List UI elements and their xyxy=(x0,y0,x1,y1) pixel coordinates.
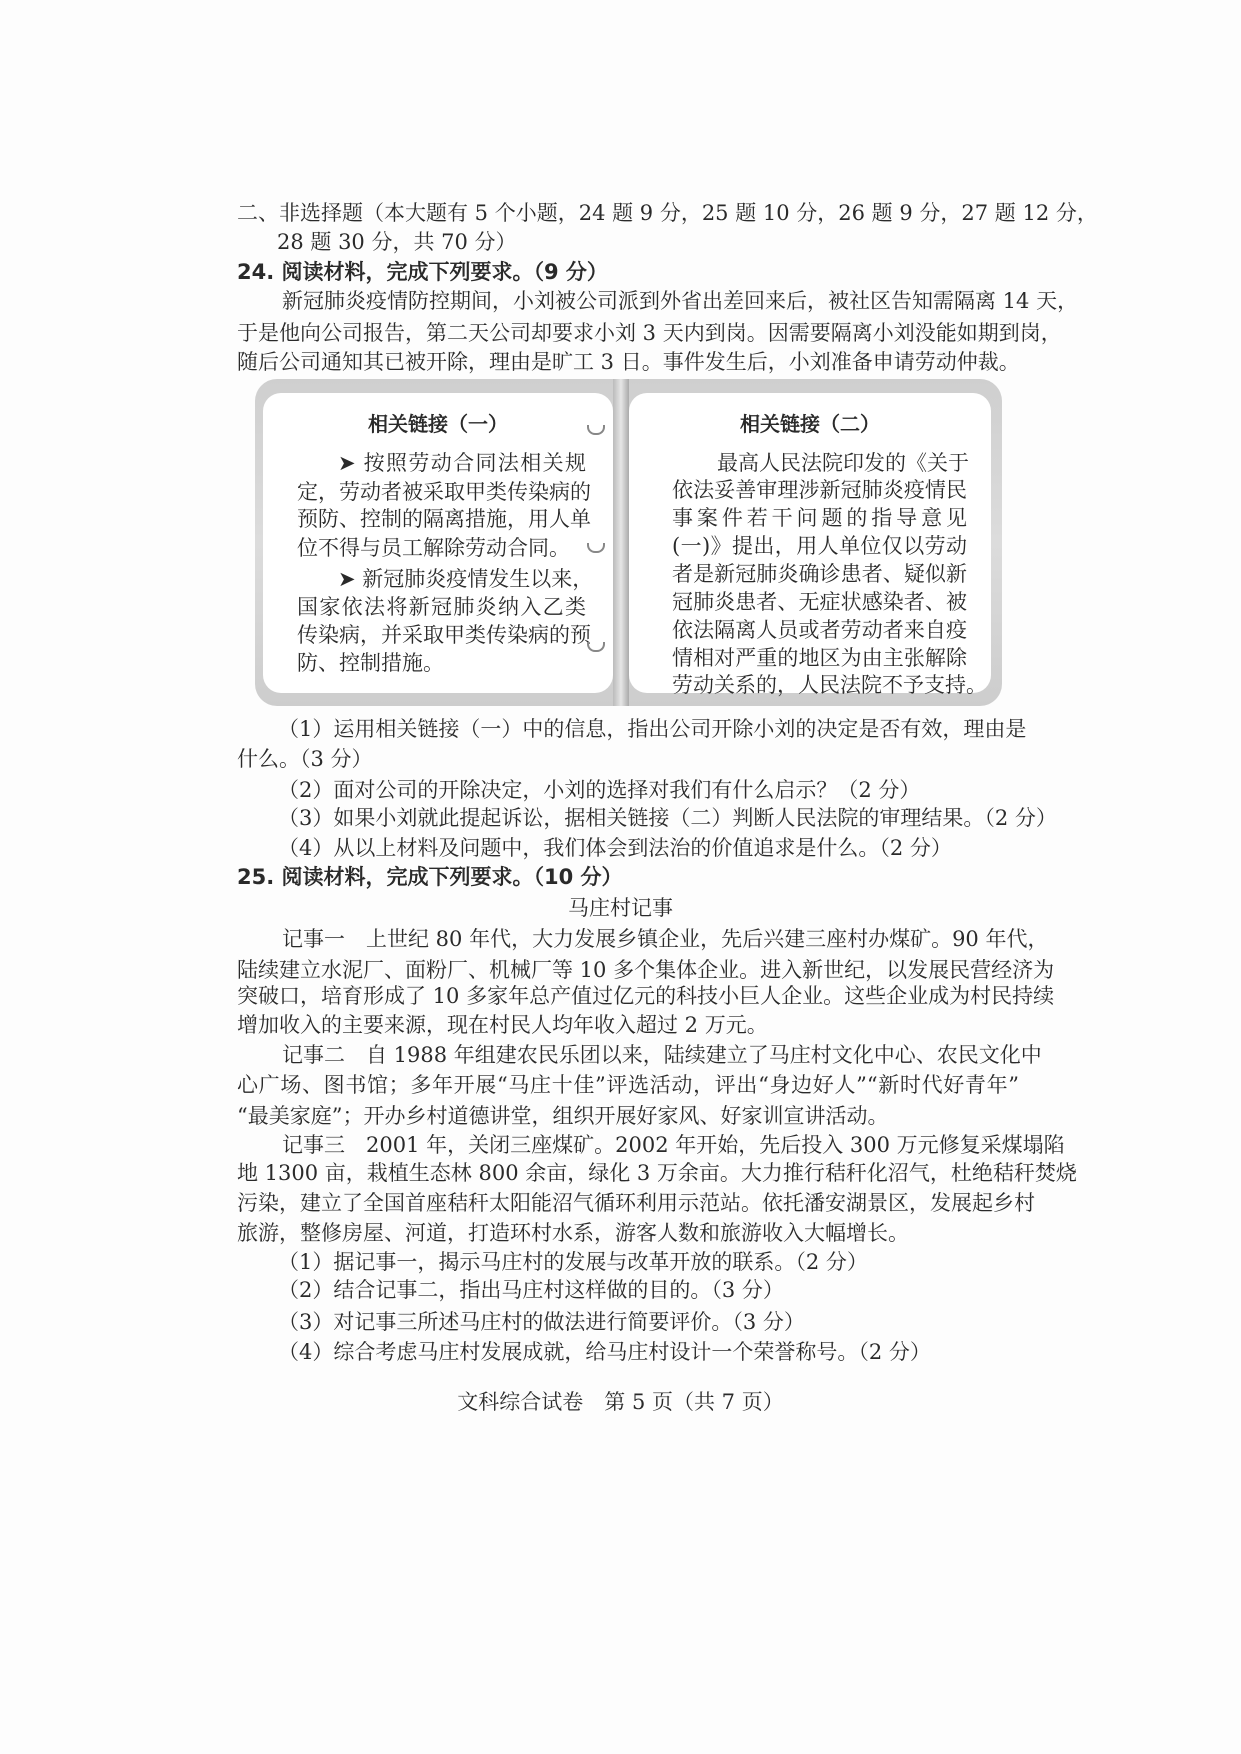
link-line: 依法妥善审理涉新冠肺炎疫情民 xyxy=(672,478,967,502)
related-link-2-title: 相关链接（二） xyxy=(740,412,880,436)
sub-question: （2）结合记事二，指出马庄村这样做的目的。（3 分） xyxy=(278,1278,784,1302)
link-line: 预防、控制的隔离措施，用人单 xyxy=(297,507,591,531)
related-link-1-title: 相关链接（一） xyxy=(368,412,508,436)
record-line: 心广场、图书馆；多年开展“马庄十佳”评选活动，评出“身边好人”“新时代好青年” xyxy=(237,1073,1019,1097)
link-line: 冠肺炎患者、无症状感染者、被 xyxy=(672,590,967,614)
sub-question: （4）综合考虑马庄村发展成就，给马庄村设计一个荣誉称号。（2 分） xyxy=(278,1340,931,1364)
sub-question: （3）如果小刘就此提起诉讼，据相关链接（二）判断人民法院的审理结果。（2 分） xyxy=(278,806,1057,830)
section-header-line: 28 题 30 分，共 70 分） xyxy=(277,230,517,254)
link-line: 最高人民法院印发的《关于 xyxy=(717,451,969,475)
link-line: 位不得与员工解除劳动合同。 xyxy=(297,536,570,560)
link-line: 防、控制措施。 xyxy=(297,651,444,675)
material-line: 于是他向公司报告，第二天公司却要求小刘 3 天内到岗。因需要隔离小刘没能如期到岗， xyxy=(237,321,1062,345)
binder-spine xyxy=(613,379,629,706)
record-line: 污染，建立了全国首座秸秆太阳能沼气循环利用示范站。依托潘安湖景区，发展起乡村 xyxy=(237,1191,1035,1215)
link-line: 者是新冠肺炎确诊患者、疑似新 xyxy=(672,562,967,586)
link-line: ➤ 按照劳动合同法相关规 xyxy=(338,451,586,475)
record-line: “最美家庭”；开办乡村道德讲堂，组织开展好家风、好家训宣讲活动。 xyxy=(237,1104,889,1128)
question-title: 24. 阅读材料，完成下列要求。（9 分） xyxy=(237,260,608,284)
link-line: (一)》提出，用人单位仅以劳动 xyxy=(672,534,967,558)
related-link-2-panel xyxy=(629,393,991,697)
link-line: 事案件若干问题的指导意见 xyxy=(672,506,967,530)
sub-question: （3）对记事三所述马庄村的做法进行简要评价。（3 分） xyxy=(278,1310,805,1334)
link-line: 劳动关系的，人民法院不予支持。 xyxy=(672,673,987,697)
link-line: 情相对严重的地区为由主张解除 xyxy=(672,646,967,670)
link-line: 传染病，并采取甲类传染病的预 xyxy=(297,623,591,647)
sub-question: （1）运用相关链接（一）中的信息，指出公司开除小刘的决定是否有效，理由是 xyxy=(278,717,1027,741)
link-line: 定，劳动者被采取甲类传染病的 xyxy=(297,480,591,504)
record-line: 记事二 自 1988 年组建农民乐团以来，陆续建立了马庄村文化中心、农民文化中 xyxy=(282,1043,1042,1067)
sub-question: （4）从以上材料及问题中，我们体会到法治的价值追求是什么。（2 分） xyxy=(278,836,952,860)
material-line: 随后公司通知其已被开除，理由是旷工 3 日。事件发生后，小刘准备申请劳动仲裁。 xyxy=(237,350,1020,374)
record-line: 陆续建立水泥厂、面粉厂、机械厂等 10 多个集体企业。进入新世纪，以发展民营经济为 xyxy=(237,958,1055,982)
record-line: 旅游，整修房屋、河道，打造环村水系，游客人数和旅游收入大幅增长。 xyxy=(237,1221,909,1245)
record-line: 记事三 2001 年，关闭三座煤矿。2002 年开始，先后投入 300 万元修复采煤塌陷 xyxy=(282,1133,1065,1157)
link-line: 依法隔离人员或者劳动者来自疫 xyxy=(672,618,967,642)
link-line: ➤ 新冠肺炎疫情发生以来， xyxy=(338,567,594,591)
related-links-box xyxy=(255,379,1002,706)
record-line: 突破口，培育形成了 10 多家年总产值过亿元的科技小巨人企业。这些企业成为村民持续 xyxy=(237,984,1055,1008)
related-link-1-panel xyxy=(263,393,613,693)
sub-question: （2）面对公司的开除决定，小刘的选择对我们有什么启示？（2 分） xyxy=(278,778,921,802)
record-line: 记事一 上世纪 80 年代，大力发展乡镇企业，先后兴建三座村办煤矿。90 年代， xyxy=(282,927,1049,951)
sub-question: （1）据记事一，揭示马庄村的发展与改革开放的联系。（2 分） xyxy=(278,1250,868,1274)
material-line: 新冠肺炎疫情防控期间，小刘被公司派到外省出差回来后，被社区告知需隔离 14 天， xyxy=(282,289,1079,313)
question-title: 25. 阅读材料，完成下列要求。（10 分） xyxy=(237,865,623,889)
record-line: 地 1300 亩，栽植生态林 800 余亩，绿化 3 万余亩。大力推行秸秆化沼气，杜绝秸秆焚烧 xyxy=(237,1161,1077,1185)
section-header-line: 二、非选择题（本大题有 5 个小题，24 题 9 分，25 题 10 分，26 题 9 分，27 题 12 分， xyxy=(237,201,1098,225)
record-line: 增加收入的主要来源，现在村民人均年收入超过 2 万元。 xyxy=(237,1013,768,1037)
material-title: 马庄村记事 xyxy=(568,896,673,920)
link-line: 国家依法将新冠肺炎纳入乙类 xyxy=(297,595,586,619)
page-footer: 文科综合试卷 第 5 页（共 7 页） xyxy=(457,1390,784,1414)
sub-question: 什么。（3 分） xyxy=(237,747,373,771)
